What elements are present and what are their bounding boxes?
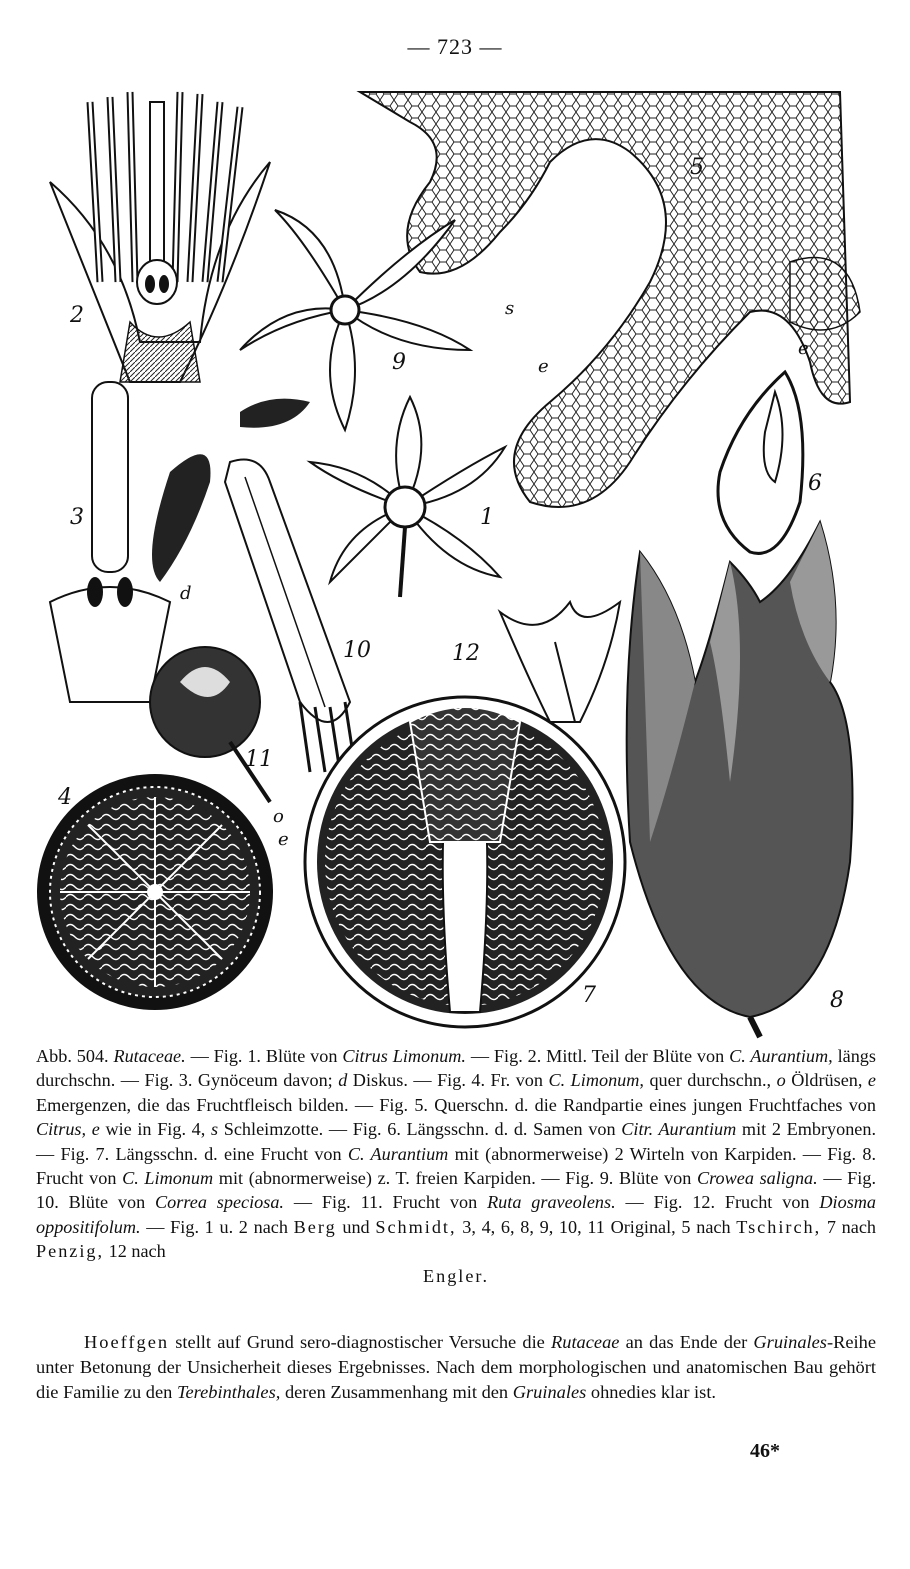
- fig-7-fruit-longitudinal-section: [305, 697, 625, 1027]
- caption-text: Öldrüsen,: [785, 1070, 868, 1091]
- fig-3-gynoecium: [50, 382, 170, 702]
- caption-text: mit (abnormerweise) z. T. freien Karpiden. — Fig. 9. Blüte von: [213, 1168, 697, 1189]
- caption-taxon: C. Limonum: [122, 1168, 214, 1189]
- caption-taxon: Ruta graveolens.: [487, 1192, 616, 1213]
- fig-label-5: 5: [690, 155, 704, 180]
- figure-caption: [36, 1044, 876, 1288]
- caption-text: Schleimzotte. — Fig. 6. Längsschn. d. d. Samen von: [218, 1119, 622, 1140]
- fig-label-2: 2: [70, 303, 84, 328]
- body-taxon: Terebinthales,: [176, 1381, 281, 1402]
- fig-label-12: 12: [452, 641, 480, 666]
- caption-letter: o: [776, 1070, 786, 1091]
- body-text: deren Zusammenhang mit den: [280, 1381, 513, 1402]
- caption-text: Abb. 504.: [36, 1046, 114, 1066]
- caption-text: mit (abnormerweise) 2 Wirteln von Karpiden. — Fig. 8. Frucht von: [36, 1143, 877, 1189]
- caption-text: quer durchschn.,: [643, 1070, 777, 1091]
- body-text: ohnedies klar ist.: [586, 1381, 717, 1402]
- caption-taxon: Citrus, e: [36, 1119, 100, 1140]
- botanical-illustration: [30, 82, 880, 1042]
- fig-label-9: 9: [392, 350, 406, 375]
- fig-label-10: 10: [343, 638, 371, 663]
- body-author: Hoeffgen: [84, 1332, 170, 1352]
- page-number: — 723 —: [407, 34, 503, 59]
- caption-author-engler: Engler.: [422, 1265, 490, 1286]
- caption-text: 3, 4, 6, 8, 9, 10, 11 Original, 5 nach: [456, 1216, 737, 1237]
- caption-author: Berg: [293, 1216, 337, 1237]
- caption-taxon: Citr. Aurantium: [621, 1119, 737, 1140]
- caption-text: Diskus. — Fig. 4. Fr. von: [347, 1070, 549, 1091]
- body-text: -Reihe unter Betonung der Unsicherheit dieses Ergebnisses. Nach dem morphologischen und anatomischen Bau gehört die Familie zu den: [36, 1332, 876, 1402]
- fig-6-seed-section: [718, 372, 803, 553]
- fig-label-3: 3: [70, 505, 84, 530]
- body-paragraph: [36, 1330, 876, 1404]
- fig-label-8: 8: [830, 988, 844, 1013]
- caption-taxon: Citrus Limonum.: [342, 1046, 466, 1066]
- caption-text: 12 nach: [104, 1241, 166, 1262]
- caption-author: Schmidt,: [375, 1216, 457, 1237]
- caption-text: — Fig. 11. Frucht von: [283, 1192, 488, 1213]
- caption-text: — Fig. 2. Mittl. Teil der Blüte von: [465, 1046, 730, 1066]
- caption-taxon: C. Limonum,: [548, 1070, 644, 1091]
- letter-e-fig4: e: [278, 829, 289, 850]
- fig-label-4: 4: [58, 785, 72, 810]
- caption-author: Tschirch,: [736, 1216, 822, 1237]
- letter-e-left: e: [538, 356, 549, 377]
- letter-d: d: [180, 583, 192, 604]
- caption-letter: s: [210, 1119, 219, 1140]
- fig-label-6: 6: [808, 471, 822, 496]
- fig-2-flower-section: [50, 92, 270, 382]
- caption-text: mit 2 Embryonen. — Fig. 7. Längsschn. d. eine Frucht von: [36, 1119, 877, 1164]
- fig-9-flower: [240, 210, 470, 430]
- caption-text: 7 nach: [821, 1216, 876, 1237]
- caption-text: und: [336, 1216, 376, 1237]
- body-text: an das Ende der: [619, 1332, 754, 1352]
- caption-taxon: C. Aurantium: [347, 1143, 449, 1164]
- caption-letter: d: [338, 1070, 348, 1091]
- body-taxon: Gruinales: [753, 1332, 827, 1352]
- fig-8-fruit: [627, 522, 853, 1037]
- fig-4-fruit-cross-section: [37, 774, 273, 1010]
- fig-label-11: 11: [245, 747, 273, 772]
- signature-mark: 46*: [750, 1440, 780, 1462]
- body-text: stellt auf Grund sero-diagnostischer Versuche die: [169, 1332, 552, 1352]
- fig-label-1: 1: [480, 505, 494, 530]
- body-taxon: Rutaceae: [551, 1332, 620, 1352]
- caption-taxon: Diosma oppositifolum.: [36, 1192, 876, 1237]
- caption-text: — Fig. 12. Frucht von: [615, 1192, 820, 1213]
- caption-author: Penzig,: [36, 1241, 105, 1262]
- letter-o: o: [273, 806, 284, 827]
- letter-s: s: [505, 298, 515, 319]
- body-taxon: Gruinales: [512, 1381, 587, 1402]
- caption-letter: e: [867, 1070, 876, 1091]
- fig-label-7: 7: [582, 983, 596, 1008]
- caption-taxon: Correa speciosa.: [155, 1192, 284, 1213]
- letter-e-right: e: [798, 338, 809, 359]
- caption-text: längs durchschn. — Fig. 3. Gynöceum davon;: [36, 1046, 876, 1091]
- caption-taxon: Rutaceae.: [113, 1046, 186, 1066]
- caption-text: Emergenzen, die das Fruchtfleisch bilden. — Fig. 5. Querschn. d. die Randpartie eines jungen Fruchtfaches von: [36, 1094, 876, 1115]
- caption-text: — Fig. 1 u. 2 nach: [140, 1216, 294, 1237]
- fig-1-flower: [310, 397, 505, 597]
- caption-text: wie in Fig. 4,: [99, 1119, 211, 1140]
- fig-12-fruit: [500, 602, 620, 722]
- caption-taxon: Crowea saligna.: [697, 1168, 818, 1189]
- caption-text: — Fig. 1. Blüte von: [185, 1046, 343, 1066]
- caption-taxon: C. Aurantium,: [729, 1046, 833, 1066]
- caption-text: — Fig. 10. Blüte von: [36, 1168, 876, 1213]
